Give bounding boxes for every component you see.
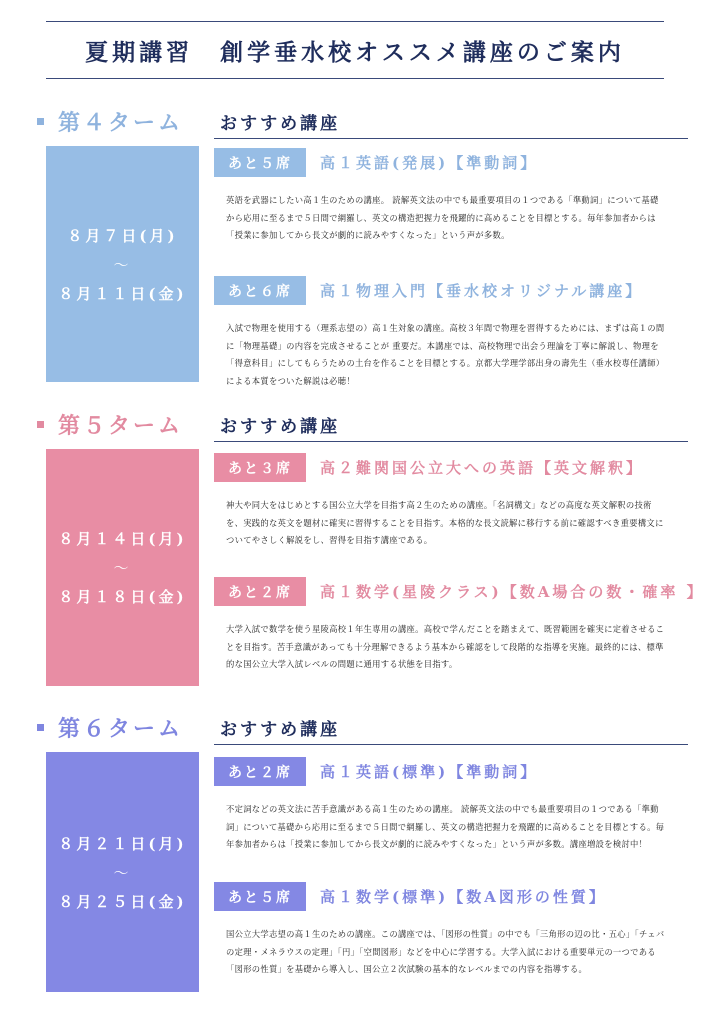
term-4-label	[37, 106, 183, 136]
course-description: 英語を武器にしたい高１生のための講座。 読解英文法の中でも最重要項目の１つである「準動詞」について基礎から応用に至るまで５日間で網羅し、英文の構造把握力を飛躍的に高めることを目標とする。毎年参加者からは「授業に参加してから長文が劇的に読みやすくなった」という声が多数。	[226, 195, 659, 240]
course-header	[214, 757, 538, 786]
recommend-rule	[214, 744, 688, 745]
seats-badge: あと２席	[214, 577, 306, 606]
course-card	[214, 148, 688, 268]
course-header	[214, 453, 644, 482]
course-name: 高１英語(発展)【準動詞】	[320, 154, 539, 172]
page-header	[46, 21, 664, 79]
term-5-section	[0, 409, 709, 689]
date-tilde: 〜	[113, 559, 132, 577]
course-card	[214, 453, 688, 563]
term-5-label	[37, 409, 183, 439]
term-4-label-text: 第４ターム	[58, 109, 184, 136]
course-description: 不定詞などの英文法に苦手意識がある高１生のための講座。 読解英文法の中でも最重要項目の１つである「準動詞」について基礎から応用に至るまで５日間で網羅し、英文の構造把握力を飛躍的に高めることを目標とする。毎年参加者からは「授業に参加してから長文が劇的に読みやすくなった」という声が多数。講座増設を検討中！	[226, 804, 665, 849]
term-5-date-box	[46, 449, 199, 686]
recommend-rule	[214, 138, 688, 139]
term-5-label-text: 第５ターム	[58, 412, 184, 439]
date-end: ８月１１日(金)	[58, 284, 187, 303]
course-card	[214, 577, 705, 687]
seats-badge: あと２席	[214, 757, 306, 786]
term-4-section	[0, 106, 709, 386]
recommend-heading: おすすめ講座	[220, 416, 341, 437]
term-6-label-text: 第６ターム	[58, 715, 184, 742]
date-tilde: 〜	[113, 863, 132, 882]
course-description: 大学入試で数学を使う星陵高校１年生専用の講座。高校で学んだことを踏まえて、既習範囲を確実に定着させることを目指す。苦手意識があっても十分理解できるよう基本から確認をして段階的な指導を実施。最終的には、標準的な国公立大学入試レベルの問題に通用する状態を目指す。	[226, 624, 665, 669]
course-header	[214, 882, 607, 911]
course-name: 高２難関国公立大への英語【英文解釈】	[320, 459, 645, 477]
term-6-section	[0, 712, 709, 1002]
recommend-heading: おすすめ講座	[220, 719, 341, 740]
term-6-label	[37, 712, 183, 742]
square-bullet-icon	[37, 118, 44, 125]
course-name: 高１数学(星陵クラス)【数A場合の数・確率 】	[320, 583, 705, 601]
course-description: 国公立大学志望の高１生のための講座。この講座では、「図形の性質」の中でも「三角形の辺の比・五心」「チェバの定理・メネラウスの定理」「円」「空間図形」などを中心に学習する。大学入試における重要単元の一つである「図形の性質」を基礎から導入し、国公立２次試験の基本的なレベルまでの内容を指導する。	[226, 929, 665, 974]
course-name: 高１数学(標準)【数A図形の性質】	[320, 888, 607, 906]
date-end: ８月２５日(金)	[58, 892, 187, 911]
recommend-heading: おすすめ講座	[220, 113, 341, 134]
course-card	[214, 882, 688, 997]
course-name: 高１英語(標準)【準動詞】	[320, 763, 539, 781]
course-header	[214, 276, 643, 305]
course-card	[214, 276, 688, 391]
course-description: 神大や同大をはじめとする国公立大学を目指す高２生のための講座。「名詞構文」などの高度な英文解釈の技術を、実践的な英文を題材に確実に習得することを目指す。本格的な長文読解に移行する前に確認すべき重要構文についてやさしく解説をし、習得を目指す講座である。	[226, 500, 664, 545]
recommend-rule	[214, 441, 688, 442]
header-bottom-rule	[46, 78, 664, 79]
seats-badge: あと５席	[214, 882, 306, 911]
square-bullet-icon	[37, 421, 44, 428]
course-header	[214, 148, 538, 177]
date-start: ８月１４日(月)	[58, 530, 187, 548]
seats-badge: あと５席	[214, 148, 306, 177]
term-4-date-box	[46, 146, 199, 382]
date-tilde: 〜	[113, 255, 132, 274]
page-title: 夏期講習 創学垂水校オススメ講座のご案内	[85, 38, 625, 66]
course-header	[214, 577, 705, 606]
course-description: 入試で物理を使用する（理系志望の）高１生対象の講座。高校３年間で物理を習得するためには、まずは高１の間に「物理基礎」の内容を完成させることが 重要だ。本講座では、高校物理で出会う理論を丁寧に解説し、物理を「得意科目」にしてもらうための土台を作ることを目標とする。京都大学理学部出身の壽先生（垂水校専任講師）による本質をついた解説は必聴！	[226, 323, 665, 386]
date-start: ８月７日(月)	[67, 226, 178, 245]
date-end: ８月１８日(金)	[58, 588, 187, 606]
square-bullet-icon	[37, 724, 44, 731]
seats-badge: あと３席	[214, 453, 306, 482]
course-card	[214, 757, 688, 877]
seats-badge: あと６席	[214, 276, 306, 305]
course-name: 高１物理入門【垂水校オリジナル講座】	[320, 282, 644, 300]
term-6-date-box	[46, 752, 199, 992]
date-start: ８月２１日(月)	[58, 834, 187, 853]
